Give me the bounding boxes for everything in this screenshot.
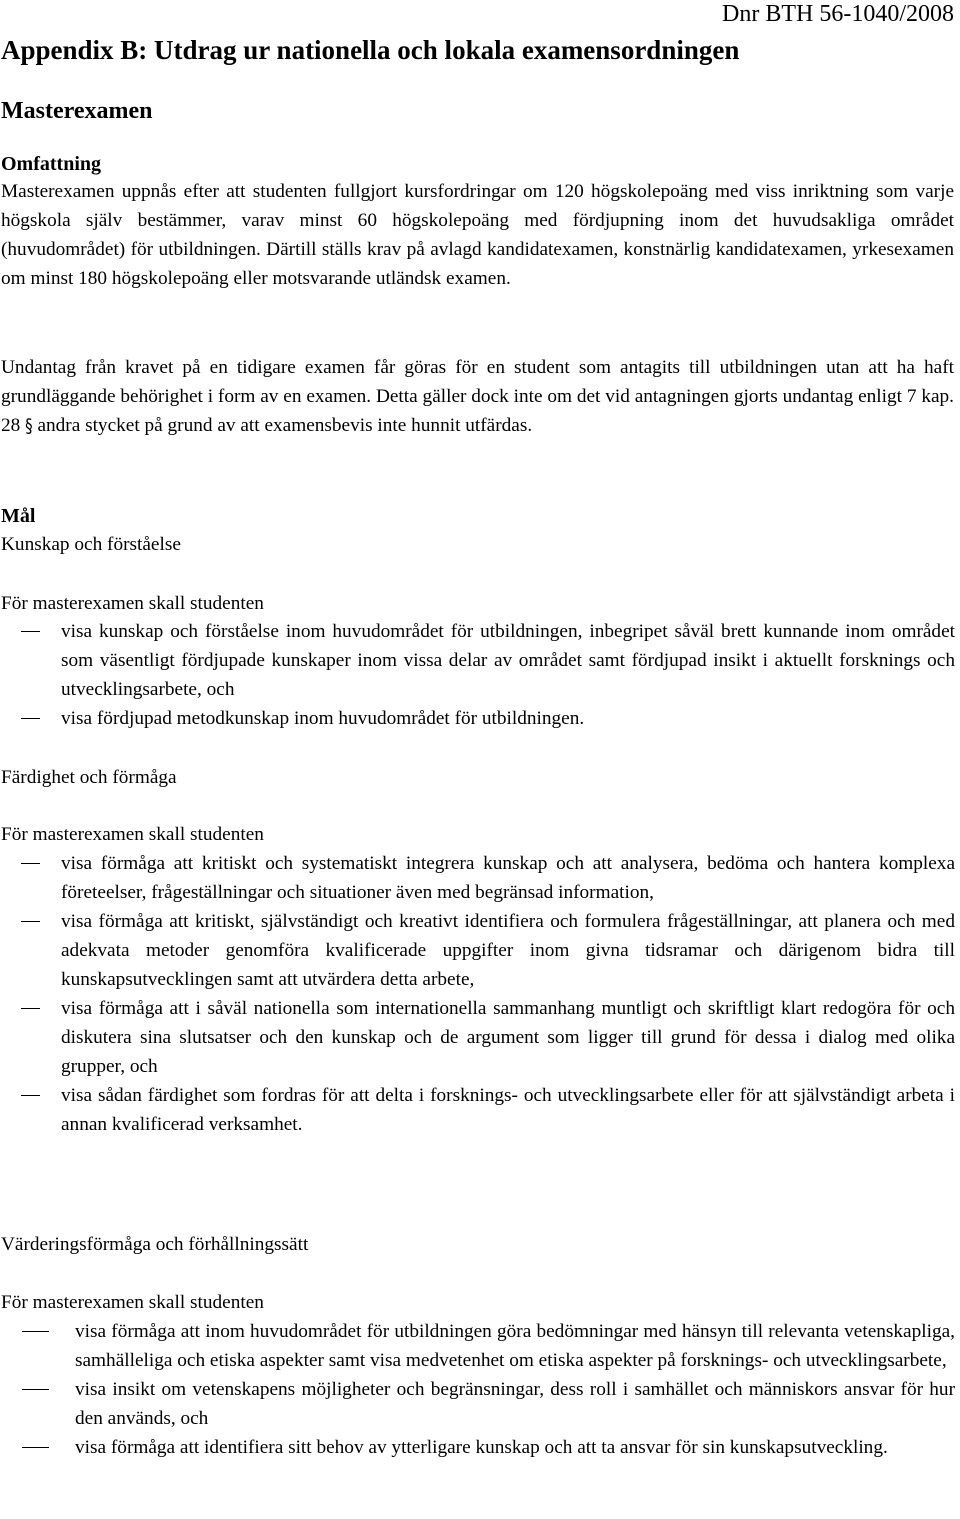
list-item-text: visa kunskap och förståelse inom huvudområdet för utbildningen, inbegripet såväl brett kunnande inom området som väsentligt fördjupade kunskaper inom vissa delar av området samt fördjupad insikt i aktuellt forsknings och utvecklingsarbete, och	[61, 621, 955, 700]
list-item	[61, 617, 955, 704]
dash-bullet	[22, 1389, 49, 1390]
intro-kunskap: För masterexamen skall studenten	[1, 593, 264, 614]
dash-bullet	[21, 1008, 40, 1009]
section-heading-masterexamen: Masterexamen	[1, 98, 153, 124]
subheading-kunskap: Kunskap och förståelse	[1, 534, 181, 555]
list-item	[61, 849, 955, 907]
section-symbol: §	[25, 414, 33, 438]
list-item-text: visa fördjupad metodkunskap inom huvudområdet för utbildningen.	[61, 708, 585, 729]
intro-vardering: För masterexamen skall studenten	[1, 1292, 264, 1313]
paragraph-undantag-part-b: andra stycket på grund av att examensbevis inte hunnit utfärdas.	[37, 415, 533, 436]
dash-bullet	[21, 921, 40, 922]
dash-bullet	[21, 1095, 40, 1096]
list-kunskap	[61, 617, 955, 733]
list-item-text: visa förmåga att kritiskt och systematiskt integrera kunskap och att analysera, bedöma och hantera komplexa företeelser, frågeställningar och situationer även med begränsad information,	[61, 853, 955, 903]
list-item-text: visa förmåga att kritiskt, självständigt och kreativt identifiera och formulera frågeställningar, att planera och med adekvata metoder genomföra kvalificerade uppgifter inom givna tidsramar och därigenom bidra till kunskapsutvecklingen samt att utvärdera detta arbete,	[61, 911, 955, 990]
list-item	[61, 704, 955, 733]
appendix-title: Appendix B: Utdrag ur nationella och lokala examensordningen	[1, 35, 740, 65]
heading-mal: Mål	[1, 505, 36, 527]
list-item-text: visa förmåga att inom huvudområdet för utbildningen göra bedömningar med hänsyn till relevanta vetenskapliga, samhälleliga och etiska aspekter samt visa medvetenhet om etiska aspekter på forsknings- och utvecklingsarbete,	[75, 1321, 955, 1371]
list-vardering	[75, 1317, 955, 1462]
paragraph-omfattning: Masterexamen uppnås efter att studenten fullgjort kursfordringar om 120 högskolepoäng med viss inriktning som varje högskola själv bestämmer, varav minst 60 högskolepoäng med fördjupning inom det huvudsakliga området (huvudområdet) för utbildningen. Därtill ställs krav på avlagd kandidatexamen, konstnärlig kandidatexamen, yrkesexamen om minst 180 högskolepoäng eller motsvarande utländsk examen.	[1, 181, 954, 289]
document-reference-number: Dnr BTH 56-1040/2008	[722, 1, 954, 27]
intro-fardighet: För masterexamen skall studenten	[1, 824, 264, 845]
subheading-fardighet: Färdighet och förmåga	[1, 767, 177, 788]
dash-bullet	[21, 718, 40, 719]
dash-bullet	[21, 863, 40, 864]
dash-bullet	[22, 1447, 49, 1448]
list-item-text: visa förmåga att i såväl nationella som internationella sammanhang muntligt och skriftligt klart redogöra för och diskutera sina slutsatser och den kunskap och de argument som ligger till grund för dessa i dialog med olika grupper, och	[61, 998, 955, 1077]
list-item-text: visa förmåga att identifiera sitt behov av ytterligare kunskap och att ta ansvar för sin kunskapsutveckling.	[75, 1437, 888, 1458]
subheading-vardering: Värderingsförmåga och förhållningssätt	[1, 1234, 309, 1255]
dash-bullet	[22, 1331, 49, 1332]
list-item	[61, 1081, 955, 1139]
heading-omfattning: Omfattning	[1, 153, 101, 175]
list-item-text: visa sådan färdighet som fordras för att delta i forsknings- och utvecklingsarbete eller för att självständigt arbeta i annan kvalificerad verksamhet.	[61, 1085, 955, 1135]
list-item	[61, 994, 955, 1081]
paragraph-undantag	[1, 353, 954, 441]
paragraph-undantag-part-a: Undantag från kravet på en tidigare examen får göras för en student som antagits till utbildningen utan att ha haft grundläggande behörighet i form av en examen. Detta gäller dock inte om det vid antagningen gjorts undantag enligt 7 kap. 28	[1, 357, 954, 436]
list-item	[75, 1317, 955, 1375]
list-item	[75, 1433, 955, 1462]
list-item	[61, 907, 955, 994]
list-item-text: visa insikt om vetenskapens möjligheter och begränsningar, dess roll i samhället och människors ansvar för hur den används, och	[75, 1379, 955, 1429]
dash-bullet	[21, 631, 40, 632]
list-fardighet	[61, 849, 955, 1139]
list-item	[75, 1375, 955, 1433]
